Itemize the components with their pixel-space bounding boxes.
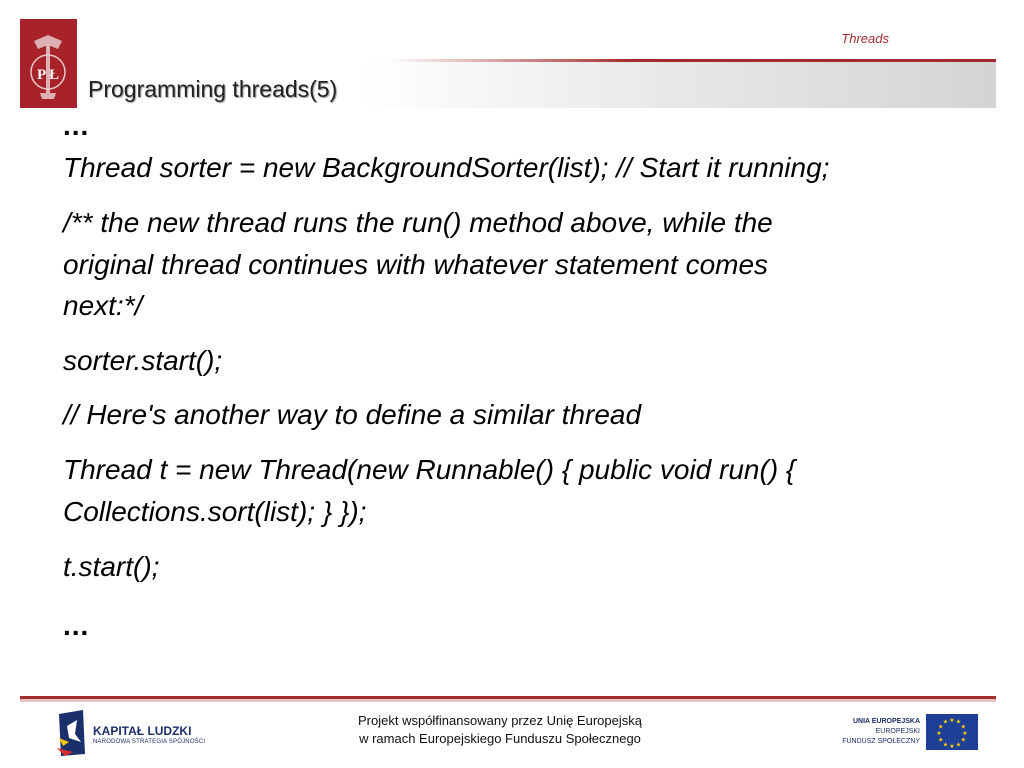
code-line-t-start: t.start(); — [63, 551, 160, 582]
comment-line-2: original thread continues with whatever statement comes — [63, 249, 769, 280]
footer-rule-shadow — [20, 699, 996, 702]
ellipsis-top: ... — [63, 110, 90, 141]
section-label: Threads — [841, 31, 889, 46]
comment-line-3: next:*/ — [63, 290, 143, 321]
comment-line-another-way: // Here's another way to define a similar thread — [63, 399, 642, 430]
svg-text:★: ★ — [955, 718, 962, 726]
eu-social-fund-logo — [838, 712, 978, 754]
svg-text:★: ★ — [949, 717, 955, 724]
project-funding-line-1: Projekt współfinansowany przez Unię Europejską — [358, 713, 642, 728]
logo-letters: P Ł — [36, 67, 60, 83]
code-line-sorter: Thread sorter = new BackgroundSorter(list); // Start it running; — [63, 152, 830, 183]
kapital-ludzki-icon — [55, 708, 89, 758]
svg-text:★: ★ — [938, 723, 944, 731]
code-line-sorter-start: sorter.start(); — [63, 345, 223, 376]
svg-text:★: ★ — [955, 741, 962, 749]
slide-title: Programming threads(5) — [88, 76, 338, 102]
code-line-thread-t-1: Thread t = new Thread(new Runnable() { public void run() { — [63, 454, 796, 485]
university-logo — [20, 19, 77, 108]
svg-text:★: ★ — [942, 718, 949, 726]
eu-text — [842, 717, 920, 747]
svg-text:★: ★ — [938, 736, 944, 744]
code-line-thread-t-2: Collections.sort(list); } }); — [63, 496, 367, 527]
ellipsis-bottom: ... — [63, 610, 90, 641]
svg-text:★: ★ — [960, 736, 966, 744]
project-funding-line-2: w ramach Europejskiego Funduszu Społecznego — [359, 731, 641, 746]
svg-text:★: ★ — [960, 723, 966, 731]
project-funding-note — [310, 712, 690, 748]
svg-text:★: ★ — [936, 730, 942, 737]
eu-line-3: FUNDUSZ SPOŁECZNY — [842, 738, 920, 745]
kapital-ludzki-subtitle: NARODOWA STRATEGIA SPÓJNOŚCI — [93, 739, 206, 745]
svg-text:★: ★ — [962, 730, 968, 737]
eu-line-1: UNIA EUROPEJSKA — [852, 718, 920, 725]
svg-text:★: ★ — [942, 741, 949, 749]
comment-line-1: /** the new thread runs the run() method above, while the — [63, 207, 773, 238]
svg-text:★: ★ — [949, 743, 955, 750]
eu-line-2: EUROPEJSKI — [875, 728, 920, 735]
kapital-ludzki-title: KAPITAŁ LUDZKI — [93, 724, 192, 738]
header-rule — [390, 59, 996, 62]
eu-flag-icon — [926, 714, 978, 750]
kapital-ludzki-logo — [55, 708, 207, 758]
